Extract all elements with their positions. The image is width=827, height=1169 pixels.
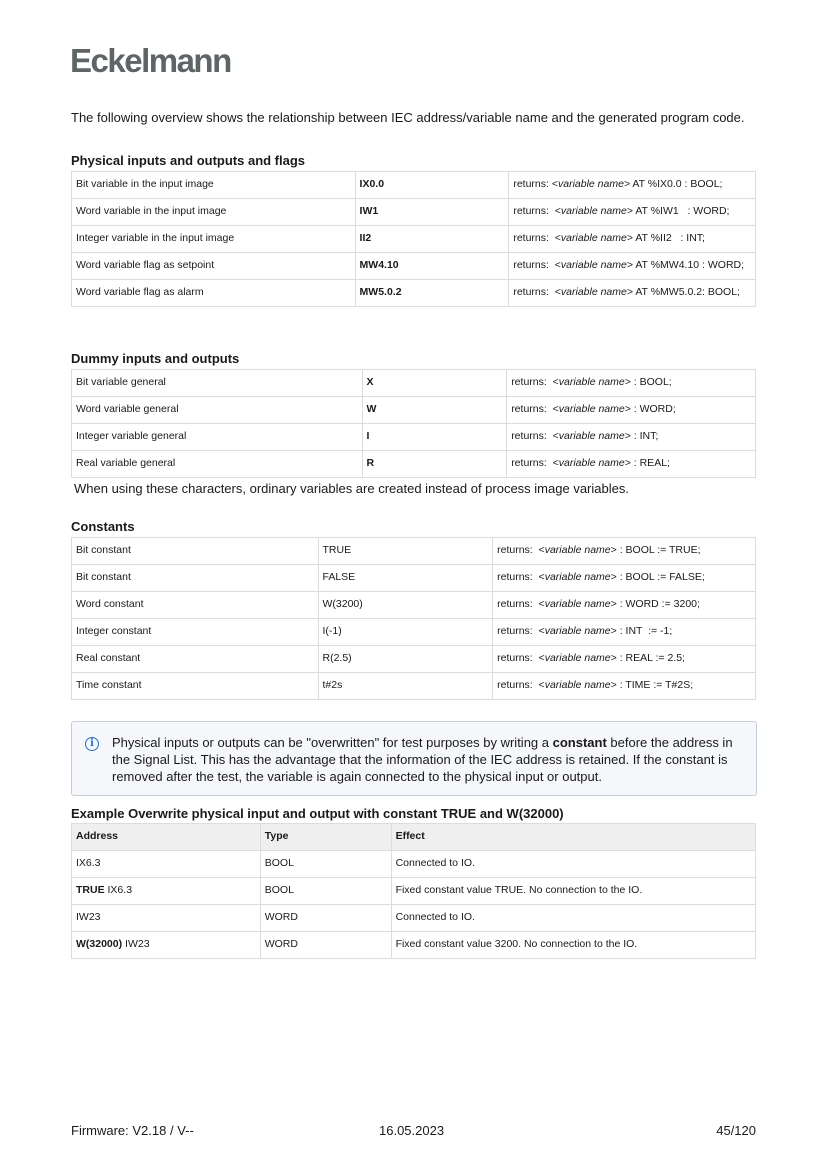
table-row <box>72 851 756 878</box>
footer-page-number: 45/120 <box>716 1123 756 1138</box>
returns-suffix: > : WORD := 3200; <box>610 598 700 610</box>
returns-cell <box>509 226 756 253</box>
address-cell <box>72 905 261 932</box>
table-row <box>72 172 756 199</box>
address-cell: IW1 <box>355 199 509 226</box>
returns-prefix: returns: < <box>511 457 559 469</box>
returns-suffix: > : TIME := T#2S; <box>610 679 694 691</box>
table-row <box>72 673 756 700</box>
returns-suffix: > AT %II2 : INT; <box>626 232 705 244</box>
description-cell: Word variable general <box>72 397 363 424</box>
variable-name: variable name <box>560 232 627 244</box>
returns-suffix: > AT %IX0.0 : BOOL; <box>623 178 723 190</box>
table-row <box>72 451 756 478</box>
returns-cell <box>509 199 756 226</box>
effect-cell: Fixed constant value 3200. No connection to the IO. <box>391 932 755 959</box>
returns-cell <box>507 424 756 451</box>
returns-prefix: returns: < <box>497 679 545 691</box>
value-cell: t#2s <box>318 673 493 700</box>
value-cell: R(2.5) <box>318 646 493 673</box>
returns-cell <box>493 673 756 700</box>
address-cell: II2 <box>355 226 509 253</box>
returns-cell <box>509 280 756 307</box>
returns-prefix: returns: < <box>513 178 558 190</box>
value-cell: TRUE <box>318 538 493 565</box>
variable-name: variable name <box>544 571 611 583</box>
returns-suffix: > : INT := -1; <box>610 625 673 637</box>
address-value: IW23 <box>76 911 101 923</box>
returns-suffix: > AT %IW1 : WORD; <box>626 205 730 217</box>
table-row <box>72 646 756 673</box>
variable-name: variable name <box>558 376 625 388</box>
description-cell: Bit variable in the input image <box>72 172 356 199</box>
description-cell: Integer variable general <box>72 424 363 451</box>
address-cell <box>72 932 261 959</box>
returns-prefix: returns: < <box>513 286 561 298</box>
intro-text: The following overview shows the relationship between IEC address/variable name and the generated program code. <box>71 110 745 125</box>
returns-suffix: > AT %MW4.10 : WORD; <box>626 259 745 271</box>
variable-name: variable name <box>560 259 627 271</box>
returns-prefix: returns: < <box>497 598 545 610</box>
type-cell: WORD <box>260 905 391 932</box>
returns-prefix: returns: < <box>513 205 561 217</box>
returns-suffix: > : INT; <box>624 430 659 442</box>
description-cell: Bit constant <box>72 565 319 592</box>
returns-cell <box>507 370 756 397</box>
info-note <box>71 721 757 796</box>
variable-name: variable name <box>557 178 624 190</box>
table-row <box>72 878 756 905</box>
effect-cell: Connected to IO. <box>391 851 755 878</box>
constant-prefix: TRUE <box>76 884 105 896</box>
address-cell: W <box>362 397 507 424</box>
value-cell: W(3200) <box>318 592 493 619</box>
type-cell: WORD <box>260 932 391 959</box>
description-cell: Bit variable general <box>72 370 363 397</box>
returns-suffix: > : REAL := 2.5; <box>610 652 685 664</box>
returns-cell <box>493 538 756 565</box>
physical-heading: Physical inputs and outputs and flags <box>71 153 306 168</box>
table-row <box>72 253 756 280</box>
variable-name: variable name <box>544 679 611 691</box>
description-cell: Word variable in the input image <box>72 199 356 226</box>
returns-cell <box>507 397 756 424</box>
address-value: IX6.3 <box>76 857 101 869</box>
column-header: Type <box>260 824 391 851</box>
variable-name: variable name <box>544 598 611 610</box>
returns-prefix: returns: < <box>497 544 545 556</box>
physical-table <box>71 171 756 307</box>
variable-name: variable name <box>544 544 611 556</box>
table-row <box>72 280 756 307</box>
returns-cell <box>493 646 756 673</box>
returns-suffix: > : REAL; <box>624 457 670 469</box>
table-row <box>72 370 756 397</box>
returns-suffix: > : BOOL := FALSE; <box>610 571 705 583</box>
dummy-heading: Dummy inputs and outputs <box>71 351 240 366</box>
column-header: Address <box>72 824 261 851</box>
description-cell: Integer constant <box>72 619 319 646</box>
constants-heading: Constants <box>71 519 135 534</box>
example-heading: Example Overwrite physical input and output with constant TRUE and W(32000) <box>71 806 564 821</box>
dummy-table <box>71 369 756 478</box>
returns-suffix: > : WORD; <box>624 403 676 415</box>
info-note-text: Physical inputs or outputs can be "overwritten" for test purposes by writing a constant before the address in the Signal List. This has the advantage that the information of the IEC address is retained. If the constant is removed after the test, the variable is again connected to the physical input or output. <box>112 735 733 784</box>
returns-prefix: returns: < <box>497 652 545 664</box>
address-cell: R <box>362 451 507 478</box>
table-row <box>72 592 756 619</box>
table-row <box>72 538 756 565</box>
variable-name: variable name <box>544 652 611 664</box>
type-cell: BOOL <box>260 851 391 878</box>
variable-name: variable name <box>558 430 625 442</box>
returns-cell <box>507 451 756 478</box>
returns-prefix: returns: < <box>511 430 559 442</box>
description-cell: Time constant <box>72 673 319 700</box>
description-cell: Word variable flag as alarm <box>72 280 356 307</box>
description-cell: Word constant <box>72 592 319 619</box>
column-header: Effect <box>391 824 755 851</box>
address-value: IW23 <box>122 938 150 950</box>
address-value: IX6.3 <box>104 884 133 896</box>
description-cell: Word variable flag as setpoint <box>72 253 356 280</box>
address-cell <box>72 851 261 878</box>
info-icon: i <box>85 737 99 751</box>
returns-cell <box>493 592 756 619</box>
footer-date: 16.05.2023 <box>379 1123 445 1138</box>
value-cell: I(-1) <box>318 619 493 646</box>
address-cell: IX0.0 <box>355 172 509 199</box>
variable-name: variable name <box>560 205 627 217</box>
effect-cell: Connected to IO. <box>391 905 755 932</box>
eckelmann-logo: Eckelmann <box>70 42 231 79</box>
value-cell: FALSE <box>318 565 493 592</box>
address-cell: I <box>362 424 507 451</box>
address-cell: X <box>362 370 507 397</box>
description-cell: Integer variable in the input image <box>72 226 356 253</box>
footer-firmware: Firmware: V2.18 / V-- <box>71 1123 194 1138</box>
address-cell <box>72 878 261 905</box>
table-row <box>72 905 756 932</box>
returns-prefix: returns: < <box>511 403 559 415</box>
returns-prefix: returns: < <box>513 259 561 271</box>
variable-name: variable name <box>560 286 627 298</box>
variable-name: variable name <box>558 403 625 415</box>
constant-prefix: W(32000) <box>76 938 123 950</box>
returns-prefix: returns: < <box>497 571 545 583</box>
returns-suffix: > : BOOL; <box>624 376 672 388</box>
description-cell: Real constant <box>72 646 319 673</box>
description-cell: Bit constant <box>72 538 319 565</box>
returns-suffix: > AT %MW5.0.2: BOOL; <box>626 286 740 298</box>
variable-name: variable name <box>544 625 611 637</box>
table-row <box>72 619 756 646</box>
table-row <box>72 397 756 424</box>
table-row <box>72 932 756 959</box>
returns-cell <box>493 619 756 646</box>
table-row <box>72 424 756 451</box>
address-cell: MW4.10 <box>355 253 509 280</box>
returns-prefix: returns: < <box>497 625 545 637</box>
table-row <box>72 226 756 253</box>
returns-cell <box>509 172 756 199</box>
returns-cell <box>493 565 756 592</box>
example-table <box>71 823 756 959</box>
returns-suffix: > : BOOL := TRUE; <box>610 544 701 556</box>
table-row <box>72 565 756 592</box>
variable-name: variable name <box>558 457 625 469</box>
constants-table <box>71 537 756 700</box>
dummy-note: When using these characters, ordinary variables are created instead of process image variables. <box>74 481 629 496</box>
returns-prefix: returns: < <box>513 232 561 244</box>
table-row <box>72 199 756 226</box>
returns-cell <box>509 253 756 280</box>
returns-prefix: returns: < <box>511 376 559 388</box>
address-cell: MW5.0.2 <box>355 280 509 307</box>
description-cell: Real variable general <box>72 451 363 478</box>
type-cell: BOOL <box>260 878 391 905</box>
effect-cell: Fixed constant value TRUE. No connection to the IO. <box>391 878 755 905</box>
